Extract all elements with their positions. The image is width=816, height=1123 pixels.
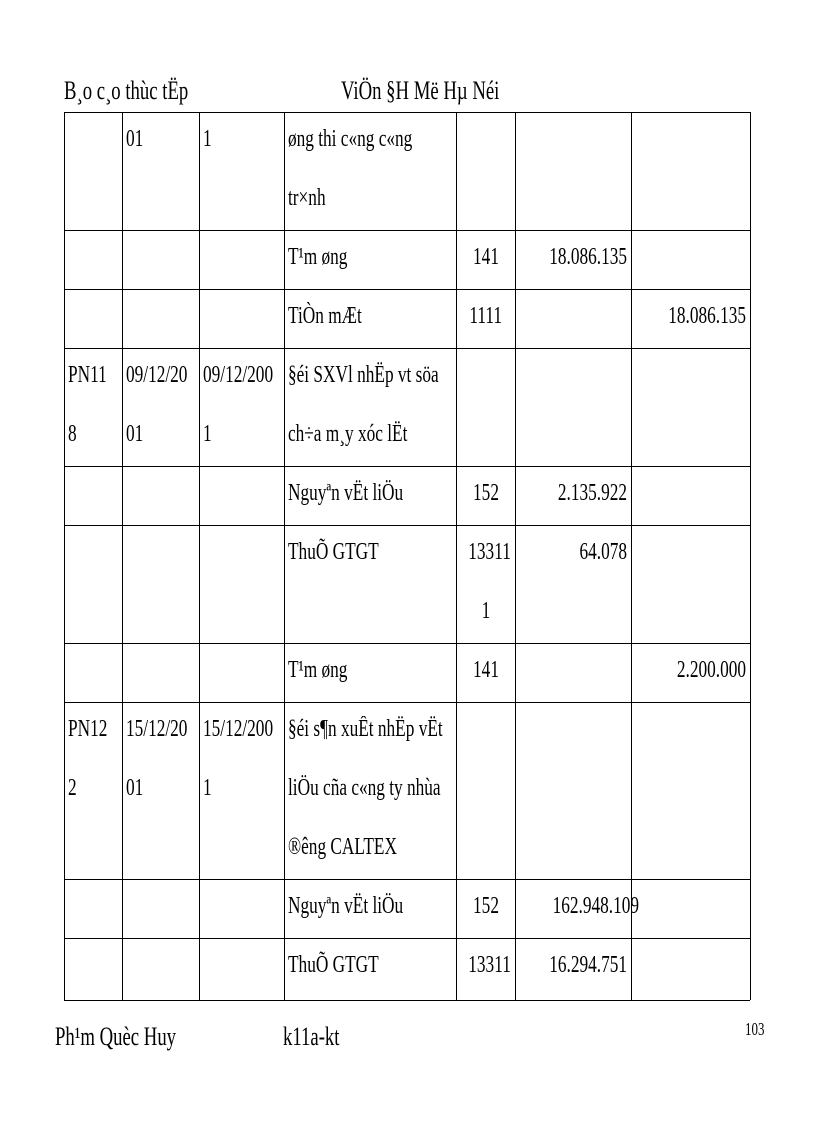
table-vline-0 (64, 112, 65, 1000)
cell-line (635, 346, 746, 405)
table-cell-desc (288, 464, 452, 523)
table-cell-acct (460, 287, 511, 346)
cell-line: PN11 (68, 362, 107, 388)
cell-line (635, 464, 746, 523)
cell-line: 8 (68, 421, 77, 447)
table-cell-desc (288, 700, 452, 877)
cell-line: ch÷a m¸y xóc lËt (288, 421, 408, 447)
cell-line (519, 700, 627, 759)
cell-line (635, 523, 746, 582)
cell-line: 01 (126, 775, 144, 801)
cell-line: Nguyªn vËt liÖu (288, 480, 404, 506)
cell-line (519, 346, 627, 405)
cell-line: ThuÕ GTGT (288, 952, 379, 978)
table-vline-4 (456, 112, 457, 1000)
table-cell-debit (519, 700, 627, 759)
table-vline-2 (199, 112, 200, 1000)
table-cell-credit (635, 110, 746, 169)
table-cell-desc (288, 877, 452, 936)
cell-line: 1 (481, 598, 490, 624)
table-cell-col3 (203, 110, 280, 169)
cell-line: §éi s¶n xuÊt nhËp vËt (288, 716, 443, 742)
cell-line: liÖu cña c«ng ty nhùa (288, 775, 441, 801)
table-cell-desc (288, 110, 452, 228)
table-cell-acct (460, 464, 511, 523)
cell-line: 152 (472, 480, 499, 506)
table-cell-desc (288, 287, 452, 346)
cell-line: §éi SXVl nhËp vt söa (288, 362, 439, 388)
table-cell-acct (460, 877, 511, 936)
cell-line: ®êng CALTEX (288, 834, 397, 860)
table-cell-acct (460, 936, 511, 995)
cell-line: PN12 (68, 716, 108, 742)
ledger-table (64, 112, 750, 1000)
table-cell-desc (288, 228, 452, 287)
table-hline-10 (64, 1000, 750, 1001)
footer-author: Ph¹m Quèc Huy (55, 1022, 177, 1051)
table-cell-debit (519, 877, 639, 936)
cell-line: T¹m øng (288, 244, 348, 270)
table-cell-col2 (126, 110, 195, 169)
table-cell-credit (635, 641, 746, 700)
cell-line: Nguyªn vËt liÖu (288, 893, 404, 919)
table-cell-credit (635, 523, 746, 582)
cell-line: T¹m øng (288, 657, 348, 683)
table-cell-desc (288, 346, 452, 464)
cell-line: 09/12/200 (203, 362, 274, 388)
cell-line: 18.086.135 (668, 303, 746, 329)
table-cell-acct (460, 641, 511, 700)
cell-line: 2.200.000 (676, 657, 746, 683)
table-cell-debit (519, 110, 627, 169)
cell-line: 15/12/200 (203, 716, 274, 742)
table-cell-debit (519, 936, 627, 995)
table-cell-col2 (126, 700, 195, 818)
cell-line (519, 110, 627, 169)
cell-line: 09/12/20 (126, 362, 188, 388)
table-cell-col2 (126, 346, 195, 464)
cell-line: 16.294.751 (549, 952, 627, 978)
header-institute: ViÖn §H Më Hµ Néi (341, 76, 500, 105)
cell-line: 1 (203, 126, 212, 152)
table-cell-col1 (68, 346, 118, 464)
cell-line: 1 (203, 421, 212, 447)
table-cell-credit (635, 700, 746, 759)
table-cell-debit (519, 228, 627, 287)
cell-line: 18.086.135 (549, 244, 627, 270)
table-vline-5 (515, 112, 516, 1000)
table-cell-debit (519, 287, 627, 346)
cell-line: 1111 (469, 303, 502, 329)
table-cell-credit (635, 877, 746, 936)
cell-line: 152 (472, 893, 499, 919)
table-cell-debit (519, 641, 627, 700)
cell-line: ThuÕ GTGT (288, 539, 379, 565)
cell-line: 2.135.922 (557, 480, 627, 506)
footer-class: k11a-kt (283, 1022, 340, 1051)
cell-line (635, 228, 746, 287)
table-cell-col3 (203, 346, 280, 464)
cell-line (635, 700, 746, 759)
table-cell-col3 (203, 700, 280, 818)
table-cell-debit (519, 523, 627, 582)
cell-line (635, 877, 746, 936)
table-cell-credit (635, 936, 746, 995)
cell-line: 141 (472, 657, 499, 683)
cell-line: 162.948.109 (552, 893, 639, 919)
table-cell-credit (635, 464, 746, 523)
table-vline-7 (750, 112, 751, 1000)
table-cell-desc (288, 523, 452, 582)
table-cell-acct (460, 523, 511, 641)
cell-line (519, 287, 627, 346)
cell-line: tr×nh (288, 185, 326, 211)
table-cell-credit (635, 346, 746, 405)
table-cell-debit (519, 346, 627, 405)
cell-line: 15/12/20 (126, 716, 188, 742)
cell-line (635, 110, 746, 169)
table-cell-acct (460, 228, 511, 287)
cell-line (519, 641, 627, 700)
cell-line: 141 (472, 244, 499, 270)
cell-line: 01 (126, 421, 144, 447)
cell-line: TiÒn mÆt (288, 303, 362, 329)
table-cell-desc (288, 641, 452, 700)
table-cell-col1 (68, 700, 118, 818)
table-cell-debit (519, 464, 627, 523)
cell-line: 13311 (468, 539, 511, 565)
table-vline-3 (284, 112, 285, 1000)
cell-line: 64.078 (579, 539, 627, 565)
cell-line: øng thi c«ng c«ng (288, 126, 413, 152)
table-vline-1 (122, 112, 123, 1000)
table-cell-credit (635, 287, 746, 346)
table-cell-desc (288, 936, 452, 995)
cell-line (635, 936, 746, 995)
cell-line: 13311 (468, 952, 511, 978)
cell-line: 1 (203, 775, 212, 801)
cell-line: 2 (68, 775, 77, 801)
cell-line: 01 (126, 126, 144, 152)
table-cell-credit (635, 228, 746, 287)
table-vline-6 (631, 112, 632, 1000)
header-report-title: B¸o c¸o thùc tËp (64, 76, 189, 105)
page-number: 103 (745, 1019, 765, 1039)
